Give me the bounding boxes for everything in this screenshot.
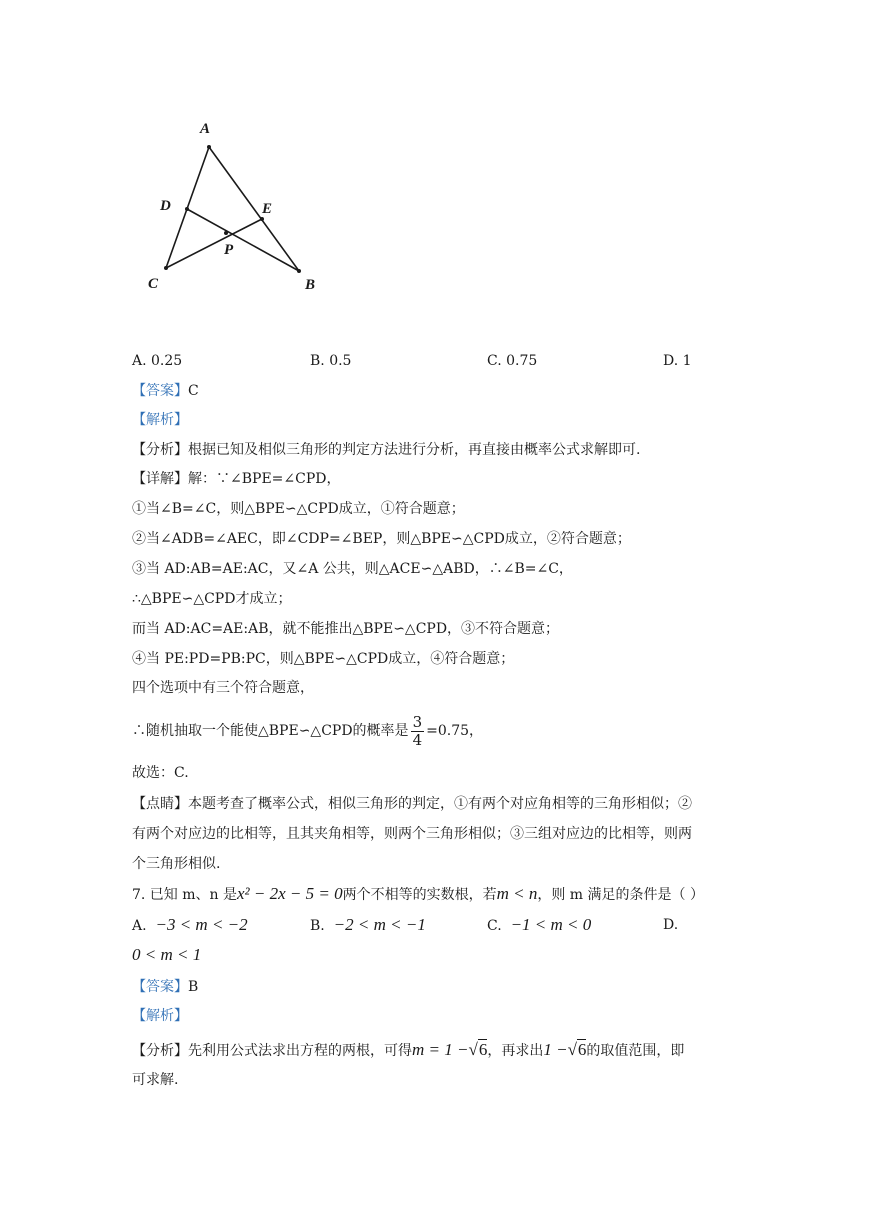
answer-value: B bbox=[188, 979, 199, 995]
fraction-denominator: 4 bbox=[412, 730, 423, 749]
q7-stem bbox=[132, 884, 704, 905]
q6-line-7: 而当 AD:AC=AE:AB，就不能推出△BPE∽△CPD，③不符合题意； bbox=[132, 621, 560, 637]
option-value: −3 < m < −2 bbox=[155, 915, 248, 934]
expr2: 1 −√6 bbox=[543, 1040, 587, 1059]
answer-tag: 【答案】 bbox=[132, 383, 188, 399]
q7-option-b bbox=[310, 915, 426, 936]
q7-option-c bbox=[487, 915, 591, 936]
q6-analysis-tag: 【解析】 bbox=[132, 412, 188, 428]
q6-line-5: ③当 AD:AB=AE:AC，又∠A 公共，则△ACE∽△ABD，∴∠B=∠C， bbox=[132, 561, 573, 577]
fenxi-prefix: 【分析】先利用公式法求出方程的两根，可得 bbox=[132, 1043, 412, 1059]
q6-comment-3: 个三角形相似. bbox=[132, 856, 221, 872]
q7-equation: x² − 2x − 5 = 0 bbox=[237, 884, 343, 903]
q6-line-4: ②当∠ADB=∠AEC，即∠CDP=∠BEP，则△BPE∽△CPD成立，②符合题意； bbox=[132, 531, 631, 547]
prob-prefix: ∴随机抽取一个能使△BPE∽△CPD的概率是 bbox=[132, 723, 409, 739]
label-b: B bbox=[305, 277, 316, 293]
q7-fenxi-line-1 bbox=[132, 1040, 684, 1061]
q6-option-d: D. 1 bbox=[663, 353, 692, 369]
q7-condition: m < n bbox=[496, 884, 538, 903]
q6-line-8: ④当 PE:PD=PB:PC，则△BPE∽△CPD成立，④符合题意； bbox=[132, 651, 515, 667]
triangle-figure bbox=[140, 110, 340, 300]
sqrt-arg2: 6 bbox=[577, 1040, 587, 1059]
q6-line-1: 【分析】根据已知及相似三角形的判定方法进行分析，再直接由概率公式求解即可. bbox=[132, 442, 641, 458]
label-e: E bbox=[262, 201, 273, 217]
q6-line-2: 【详解】解：∵∠BPE=∠CPD， bbox=[132, 471, 341, 487]
sqrt-arg: 6 bbox=[478, 1040, 488, 1059]
option-value: −2 < m < −1 bbox=[333, 915, 426, 934]
q6-line-9: 四个选项中有三个符合题意， bbox=[132, 680, 314, 696]
q7-stem-prefix: 7. 已知 m、n 是 bbox=[132, 887, 237, 903]
q6-comment-2: 有两个对应边的比相等，且其夹角相等，则两个三角形相似；③三组对应边的比相等，则两 bbox=[132, 826, 692, 842]
answer-value: C bbox=[188, 383, 199, 399]
fenxi-mid: ，再求出 bbox=[487, 1043, 544, 1059]
fenxi-suffix: 的取值范围，即 bbox=[586, 1043, 685, 1059]
q7-analysis-tag: 【解析】 bbox=[132, 1008, 188, 1024]
q7-stem-mid: 两个不相等的实数根，若 bbox=[342, 887, 497, 903]
option-letter: B. bbox=[310, 918, 325, 934]
q6-option-b: B. 0.5 bbox=[310, 353, 352, 369]
label-p: P bbox=[224, 242, 234, 258]
option-value: −1 < m < 0 bbox=[510, 915, 592, 934]
q7-stem-suffix: ，则 m 满足的条件是（ ） bbox=[537, 887, 704, 903]
q7-option-a bbox=[132, 915, 248, 936]
option-letter: C. bbox=[487, 918, 502, 934]
prob-suffix: =0.75， bbox=[426, 723, 484, 739]
q6-choose: 故选：C. bbox=[132, 765, 189, 781]
label-c: C bbox=[148, 276, 159, 292]
label-d: D bbox=[160, 198, 171, 214]
q6-comment-1: 【点睛】本题考查了概率公式，相似三角形的判定，①有两个对应角相等的三角形相似；② bbox=[132, 796, 692, 812]
answer-tag: 【答案】 bbox=[132, 979, 188, 995]
q6-option-c: C. 0.75 bbox=[487, 353, 538, 369]
q6-probability-line bbox=[132, 712, 483, 750]
q7-option-d-letter: D. bbox=[663, 917, 679, 933]
q7-fenxi-line-2: 可求解. bbox=[132, 1072, 179, 1088]
fraction-numerator: 3 bbox=[412, 712, 423, 731]
q6-line-6: ∴△BPE∽△CPD才成立； bbox=[132, 591, 292, 607]
q7-option-d-value: 0 < m < 1 bbox=[132, 945, 202, 964]
label-a: A bbox=[200, 121, 211, 137]
m-expr-text: m = 1 − bbox=[412, 1040, 469, 1059]
q6-line-3: ①当∠B=∠C，则△BPE∽△CPD成立，①符合题意； bbox=[132, 501, 465, 517]
expr2-text: 1 − bbox=[543, 1040, 568, 1059]
fraction bbox=[411, 714, 425, 749]
q6-answer bbox=[132, 381, 199, 401]
q6-option-a: A. 0.25 bbox=[132, 353, 183, 369]
m-expression: m = 1 −√6 bbox=[412, 1040, 488, 1059]
q7-answer bbox=[132, 977, 198, 997]
option-letter: A. bbox=[132, 918, 147, 934]
